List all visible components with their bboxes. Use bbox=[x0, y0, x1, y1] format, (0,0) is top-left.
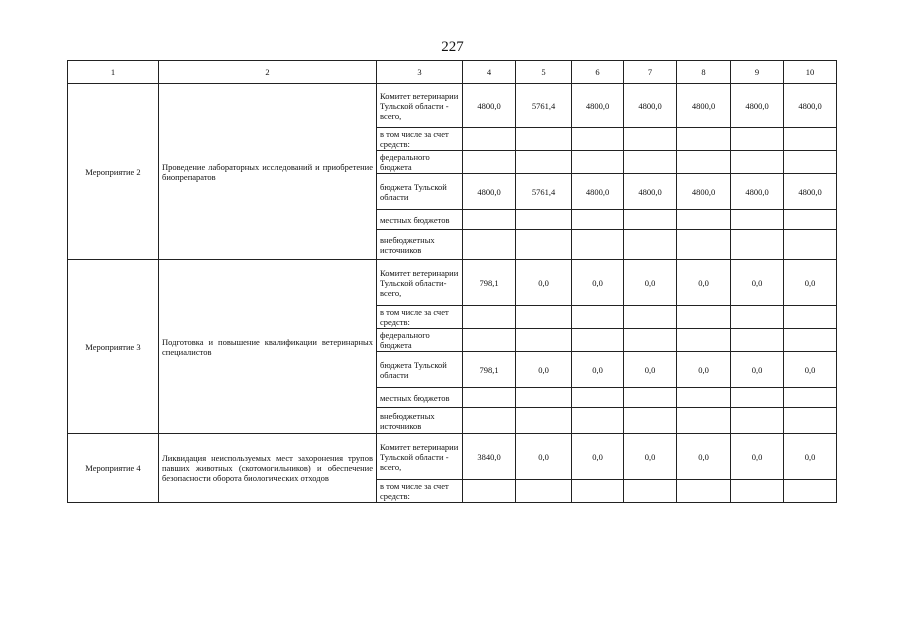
amount-cell: 0,0 bbox=[677, 260, 731, 306]
amount-cell bbox=[731, 151, 784, 174]
amount-cell: 4800,0 bbox=[731, 84, 784, 128]
amount-cell bbox=[784, 388, 837, 408]
amount-cell bbox=[516, 388, 572, 408]
amount-cell bbox=[731, 210, 784, 230]
amount-cell: 0,0 bbox=[731, 352, 784, 388]
amount-cell bbox=[516, 329, 572, 352]
amount-cell: 4800,0 bbox=[463, 174, 516, 210]
amount-cell bbox=[463, 388, 516, 408]
amount-cell bbox=[624, 210, 677, 230]
activity-label: Мероприятие 4 bbox=[68, 434, 159, 503]
amount-cell: 0,0 bbox=[731, 434, 784, 480]
amount-cell bbox=[516, 230, 572, 260]
activity-description: Подготовка и повышение квалификации ветеринарных специалистов bbox=[159, 260, 377, 434]
amount-cell bbox=[572, 408, 624, 434]
funding-source: в том числе за счет средств: bbox=[377, 306, 463, 329]
amount-cell bbox=[677, 151, 731, 174]
funding-source: Комитет ветеринарии Тульской области- всего, bbox=[377, 260, 463, 306]
amount-cell bbox=[463, 151, 516, 174]
table-row bbox=[68, 84, 837, 128]
amount-cell: 0,0 bbox=[624, 434, 677, 480]
amount-cell bbox=[784, 151, 837, 174]
amount-cell: 4800,0 bbox=[624, 174, 677, 210]
amount-cell bbox=[624, 480, 677, 503]
table-row bbox=[68, 434, 837, 480]
header-cell-1: 1 bbox=[68, 61, 159, 84]
amount-cell bbox=[784, 230, 837, 260]
amount-cell bbox=[731, 480, 784, 503]
header-cell-9: 9 bbox=[731, 61, 784, 84]
header-cell-2: 2 bbox=[159, 61, 377, 84]
amount-cell bbox=[677, 480, 731, 503]
funding-source: местных бюджетов bbox=[377, 210, 463, 230]
header-cell-4: 4 bbox=[463, 61, 516, 84]
amount-cell bbox=[624, 408, 677, 434]
amount-cell bbox=[677, 128, 731, 151]
amount-cell bbox=[516, 480, 572, 503]
amount-cell: 0,0 bbox=[784, 434, 837, 480]
header-cell-7: 7 bbox=[624, 61, 677, 84]
amount-cell: 4800,0 bbox=[731, 174, 784, 210]
funding-source: в том числе за счет средств: bbox=[377, 128, 463, 151]
amount-cell bbox=[463, 230, 516, 260]
funding-source: внебюджетных источников bbox=[377, 230, 463, 260]
amount-cell bbox=[572, 329, 624, 352]
funding-source: федерального бюджета bbox=[377, 151, 463, 174]
amount-cell: 4800,0 bbox=[624, 84, 677, 128]
amount-cell: 0,0 bbox=[624, 260, 677, 306]
table-row bbox=[68, 260, 837, 306]
amount-cell: 3840,0 bbox=[463, 434, 516, 480]
amount-cell bbox=[572, 480, 624, 503]
amount-cell bbox=[677, 230, 731, 260]
funding-source: внебюджетных источников bbox=[377, 408, 463, 434]
funding-source: Комитет ветеринарии Тульской области - всего, bbox=[377, 84, 463, 128]
activity-description: Проведение лабораторных исследований и приобретение биопрепаратов bbox=[159, 84, 377, 260]
amount-cell bbox=[677, 306, 731, 329]
funding-source: в том числе за счет средств: bbox=[377, 480, 463, 503]
amount-cell bbox=[516, 210, 572, 230]
funding-source: бюджета Тульской области bbox=[377, 352, 463, 388]
amount-cell bbox=[731, 329, 784, 352]
amount-cell bbox=[677, 408, 731, 434]
amount-cell bbox=[624, 388, 677, 408]
funding-source: Комитет ветеринарии Тульской области - всего, bbox=[377, 434, 463, 480]
amount-cell bbox=[572, 128, 624, 151]
funding-source: федерального бюджета bbox=[377, 329, 463, 352]
amount-cell: 4800,0 bbox=[784, 84, 837, 128]
amount-cell bbox=[463, 306, 516, 329]
amount-cell bbox=[677, 329, 731, 352]
activity-label: Мероприятие 2 bbox=[68, 84, 159, 260]
amount-cell: 798,1 bbox=[463, 352, 516, 388]
amount-cell bbox=[516, 408, 572, 434]
amount-cell: 0,0 bbox=[677, 352, 731, 388]
amount-cell bbox=[463, 408, 516, 434]
amount-cell bbox=[624, 128, 677, 151]
amount-cell: 5761,4 bbox=[516, 174, 572, 210]
header-cell-10: 10 bbox=[784, 61, 837, 84]
amount-cell: 4800,0 bbox=[677, 174, 731, 210]
amount-cell bbox=[516, 306, 572, 329]
amount-cell bbox=[731, 408, 784, 434]
amount-cell bbox=[624, 306, 677, 329]
amount-cell bbox=[572, 230, 624, 260]
header-cell-8: 8 bbox=[677, 61, 731, 84]
amount-cell: 0,0 bbox=[784, 260, 837, 306]
amount-cell bbox=[784, 210, 837, 230]
amount-cell: 4800,0 bbox=[572, 174, 624, 210]
amount-cell: 0,0 bbox=[677, 434, 731, 480]
amount-cell: 0,0 bbox=[731, 260, 784, 306]
amount-cell: 0,0 bbox=[784, 352, 837, 388]
amount-cell bbox=[624, 329, 677, 352]
amount-cell bbox=[624, 230, 677, 260]
amount-cell bbox=[784, 329, 837, 352]
funding-source: местных бюджетов bbox=[377, 388, 463, 408]
amount-cell bbox=[572, 388, 624, 408]
budget-table-body bbox=[68, 61, 837, 503]
amount-cell bbox=[516, 128, 572, 151]
amount-cell: 0,0 bbox=[572, 434, 624, 480]
page-number: 227 bbox=[441, 39, 464, 55]
header-cell-6: 6 bbox=[572, 61, 624, 84]
amount-cell bbox=[572, 151, 624, 174]
amount-cell bbox=[784, 306, 837, 329]
amount-cell: 4800,0 bbox=[784, 174, 837, 210]
amount-cell bbox=[731, 306, 784, 329]
amount-cell: 4800,0 bbox=[677, 84, 731, 128]
amount-cell: 4800,0 bbox=[572, 84, 624, 128]
amount-cell bbox=[677, 388, 731, 408]
amount-cell bbox=[731, 388, 784, 408]
header-cell-5: 5 bbox=[516, 61, 572, 84]
amount-cell bbox=[516, 151, 572, 174]
amount-cell bbox=[731, 230, 784, 260]
amount-cell bbox=[572, 306, 624, 329]
amount-cell: 5761,4 bbox=[516, 84, 572, 128]
amount-cell: 798,1 bbox=[463, 260, 516, 306]
funding-source: бюджета Тульской области bbox=[377, 174, 463, 210]
amount-cell: 4800,0 bbox=[463, 84, 516, 128]
activity-label: Мероприятие 3 bbox=[68, 260, 159, 434]
amount-cell bbox=[463, 128, 516, 151]
amount-cell bbox=[463, 480, 516, 503]
amount-cell bbox=[624, 151, 677, 174]
amount-cell: 0,0 bbox=[516, 434, 572, 480]
amount-cell: 0,0 bbox=[572, 260, 624, 306]
amount-cell: 0,0 bbox=[516, 352, 572, 388]
amount-cell bbox=[784, 480, 837, 503]
activity-description: Ликвидация неиспользуемых мест захоронения трупов павших животных (скотомогильников) и обеспечение безопасности оборота биологических отходов bbox=[159, 434, 377, 503]
amount-cell: 0,0 bbox=[516, 260, 572, 306]
amount-cell bbox=[463, 210, 516, 230]
amount-cell bbox=[463, 329, 516, 352]
header-cell-3: 3 bbox=[377, 61, 463, 84]
amount-cell bbox=[784, 128, 837, 151]
budget-table bbox=[67, 60, 837, 503]
amount-cell bbox=[784, 408, 837, 434]
amount-cell: 0,0 bbox=[624, 352, 677, 388]
amount-cell: 0,0 bbox=[572, 352, 624, 388]
amount-cell bbox=[677, 210, 731, 230]
amount-cell bbox=[731, 128, 784, 151]
amount-cell bbox=[572, 210, 624, 230]
header-row bbox=[68, 61, 837, 84]
